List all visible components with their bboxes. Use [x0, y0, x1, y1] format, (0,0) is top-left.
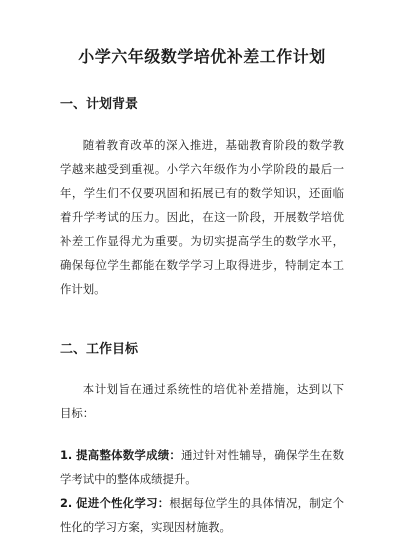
goal-item-label: 促进个性化学习： [76, 496, 170, 510]
goal-item-text: 根据每位学生的具体情况，制定个性化的学习方案，实现因材施教。 [60, 496, 344, 534]
goal-item-1 [60, 443, 344, 491]
goal-item-label: 提高整体数学成绩： [76, 448, 182, 462]
background-paragraph: 随着教育改革的深入推进，基础教育阶段的数学教学越来越受到重视。小学六年级作为小学阶段的最后一年，学生们不仅要巩固和拓展已有的数学知识，还面临着升学考试的压力。因此，在这一阶段，开展数学培优补差工作显得尤为重要。为切实提高学生的数学水平，确保每位学生都能在数学学习上取得进步，特制定本工作计划。 [60, 138, 344, 296]
document-title: 小学六年级数学培优补差工作计划 [78, 47, 326, 66]
goal-item-number: 1. [60, 448, 73, 462]
section-heading-goals: 二、工作目标 [60, 342, 139, 357]
goal-item-number: 2. [60, 496, 73, 510]
goals-list [60, 443, 344, 539]
section-heading-background: 一、计划背景 [60, 97, 139, 112]
goals-intro-paragraph: 本计划旨在通过系统性的培优补差措施，达到以下目标： [60, 382, 344, 420]
goal-item-text: 通过针对性辅导，确保学生在数学考试中的整体成绩提升。 [60, 448, 344, 486]
goal-item-2 [60, 491, 344, 539]
